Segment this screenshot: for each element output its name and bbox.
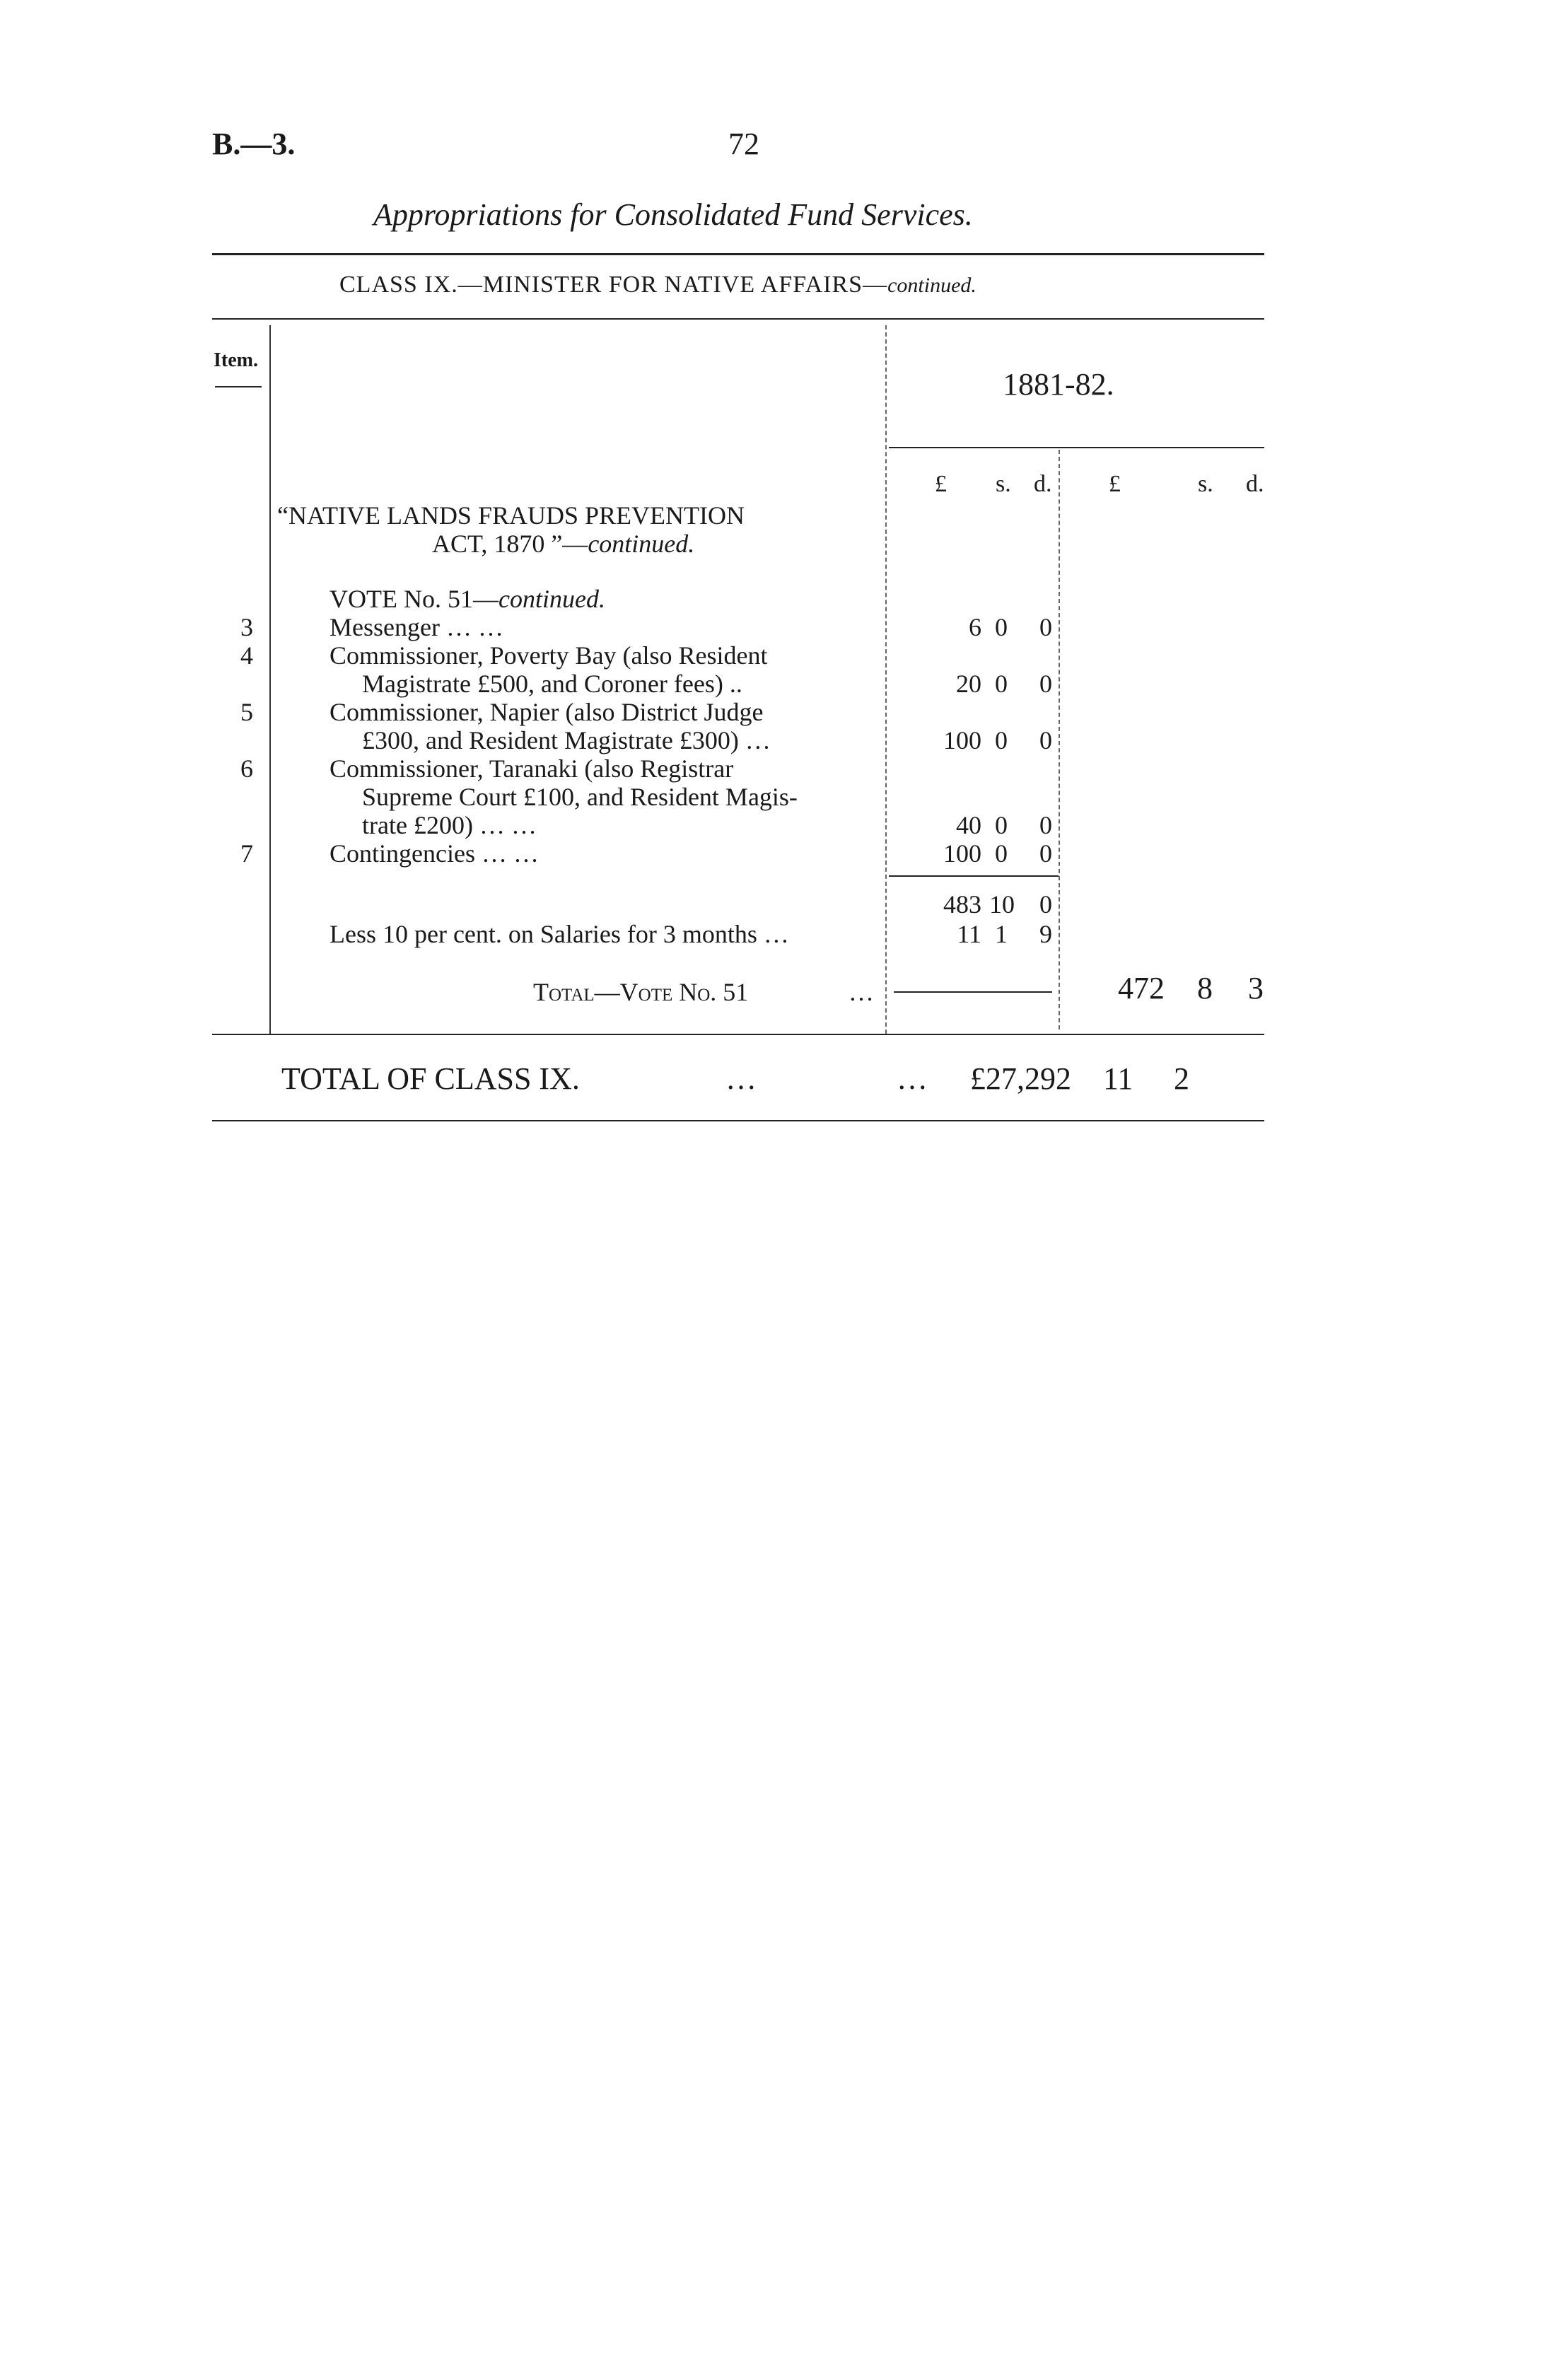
amount-pounds: 20 xyxy=(956,670,981,698)
rule-table-top xyxy=(212,318,1264,320)
less-pence: 9 xyxy=(1039,920,1052,948)
class-total-label: TOTAL OF CLASS IX. xyxy=(281,1061,580,1096)
year-header: 1881-82. xyxy=(1003,367,1114,402)
row-description: Commissioner, Taranaki (also Registrar xyxy=(330,754,734,783)
total-vote-dots: … xyxy=(849,978,874,1006)
row-description-cont: trate £200) … … xyxy=(362,811,537,839)
rule-table-bottom xyxy=(212,1034,1264,1035)
rule-top xyxy=(212,253,1264,255)
class-total-pounds: £27,292 xyxy=(970,1061,1071,1096)
amount-pounds: 100 xyxy=(943,726,981,754)
amount-shillings: 0 xyxy=(995,726,1008,754)
class-heading xyxy=(339,272,976,298)
currency-pence-2: d. xyxy=(1246,471,1264,497)
less-label: Less 10 per cent. on Salaries for 3 months … xyxy=(330,920,789,948)
amount-pence: 0 xyxy=(1039,811,1052,839)
subtotal-shillings: 10 xyxy=(989,890,1015,918)
row-description: Messenger … … xyxy=(330,613,503,641)
amount-shillings: 0 xyxy=(995,613,1008,641)
vote-label: VOTE No. 51— xyxy=(330,585,499,613)
section-title-line1: “NATIVE LANDS FRAUDS PREVENTION xyxy=(277,501,745,530)
subtotal-rule xyxy=(889,875,1059,877)
row-description-cont: Supreme Court £100, and Resident Magis- xyxy=(362,783,798,811)
currency-pounds-2: £ xyxy=(1109,471,1121,497)
section-title-line2-text: ACT, 1870 ”— xyxy=(432,530,588,558)
currency-pence-1: d. xyxy=(1034,471,1052,497)
class-total-dots-2: … xyxy=(897,1061,928,1096)
class-heading-main: CLASS IX.—MINISTER FOR NATIVE AFFAIRS— xyxy=(339,272,888,298)
item-number: 5 xyxy=(240,698,253,726)
row-description-cont: £300, and Resident Magistrate £300) … xyxy=(362,726,771,754)
amount-pounds: 100 xyxy=(943,839,981,868)
vote-heading xyxy=(330,584,605,614)
item-header-underline xyxy=(215,386,262,387)
item-number: 7 xyxy=(240,839,253,868)
class-heading-suffix: continued. xyxy=(887,274,976,297)
subtotal-pounds: 483 xyxy=(943,890,981,918)
class-total-pence: 2 xyxy=(1174,1061,1189,1096)
class-total-shillings: 11 xyxy=(1103,1061,1133,1096)
currency-pounds-1: £ xyxy=(935,471,947,497)
page-number: 72 xyxy=(728,127,759,161)
row-description: Commissioner, Napier (also District Judge xyxy=(330,698,764,726)
vote-suffix: continued. xyxy=(498,585,605,613)
subtotal-pence: 0 xyxy=(1039,890,1052,918)
amount-pounds: 40 xyxy=(956,811,981,839)
year-underline xyxy=(889,447,1264,448)
item-number: 3 xyxy=(240,613,253,641)
amount-pence: 0 xyxy=(1039,726,1052,754)
row-description: Contingencies … … xyxy=(330,839,539,868)
total-vote-pounds: 472 xyxy=(1118,971,1165,1005)
item-column-divider xyxy=(269,325,271,1034)
amount-shillings: 0 xyxy=(995,839,1008,868)
document-reference: B.—3. xyxy=(212,127,296,161)
amount-pence: 0 xyxy=(1039,839,1052,868)
inner-amount-divider xyxy=(1059,450,1060,1029)
amount-shillings: 0 xyxy=(995,811,1008,839)
item-column-header: Item. xyxy=(214,349,258,371)
item-number: 4 xyxy=(240,641,253,670)
amount-column-divider xyxy=(885,325,887,1034)
section-title-line2 xyxy=(432,529,694,559)
amount-pence: 0 xyxy=(1039,613,1052,641)
currency-shillings-1: s. xyxy=(996,471,1011,497)
less-pounds: 11 xyxy=(957,920,981,948)
currency-shillings-2: s. xyxy=(1198,471,1213,497)
item-number: 6 xyxy=(240,754,253,783)
page-subtitle: Appropriations for Consolidated Fund Services. xyxy=(373,197,973,232)
amount-pence: 0 xyxy=(1039,670,1052,698)
less-shillings: 1 xyxy=(995,920,1008,948)
total-vote-shillings: 8 xyxy=(1197,971,1213,1005)
section-title-suffix: continued. xyxy=(588,530,695,558)
total-vote-label: Total—Vote No. 51 xyxy=(533,978,749,1006)
class-total-dots-1: … xyxy=(725,1061,757,1096)
amount-pounds: 6 xyxy=(969,613,981,641)
total-vote-pence: 3 xyxy=(1248,971,1264,1005)
row-description-cont: Magistrate £500, and Coroner fees) .. xyxy=(362,670,742,698)
row-description: Commissioner, Poverty Bay (also Resident xyxy=(330,641,768,670)
amount-shillings: 0 xyxy=(995,670,1008,698)
rule-bottom xyxy=(212,1120,1264,1121)
total-vote-rule xyxy=(894,991,1052,993)
